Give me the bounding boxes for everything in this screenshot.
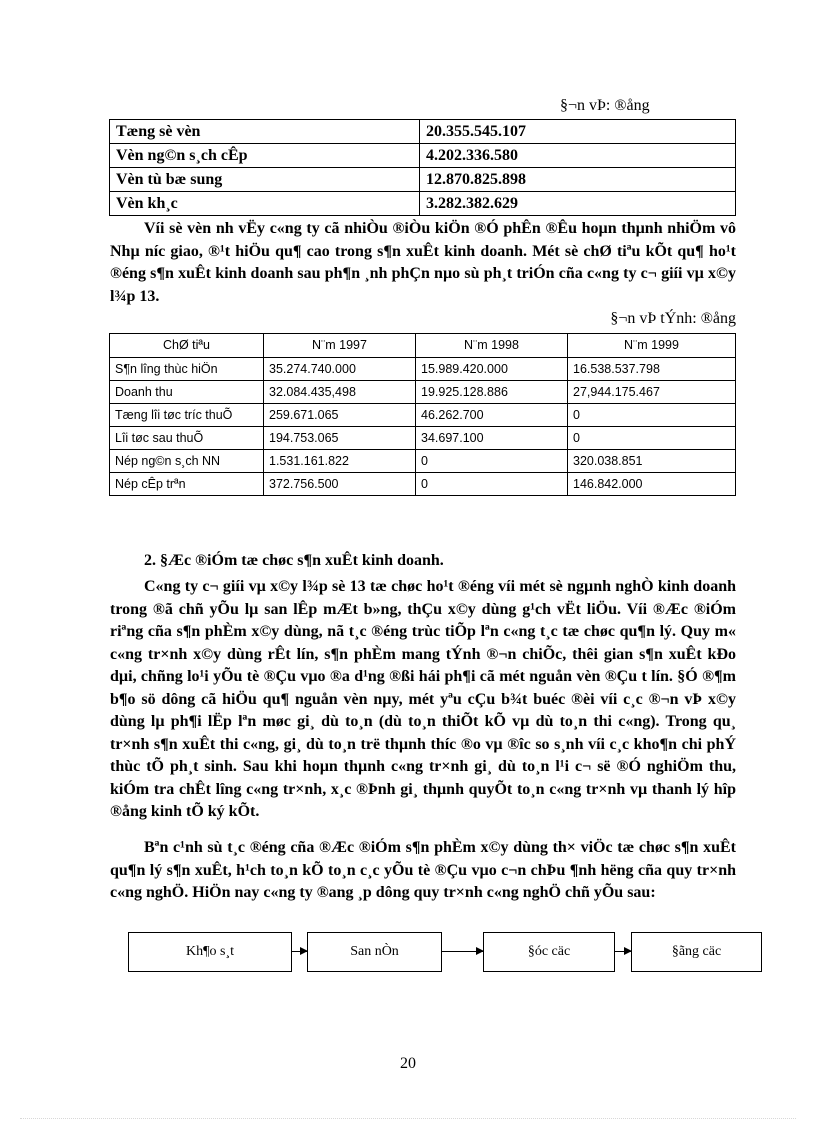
table-row: [110, 358, 736, 381]
table-row: [110, 168, 736, 192]
table-row: [110, 120, 736, 144]
row-label: Doanh thu: [110, 381, 264, 404]
flow-arrow-icon: [441, 951, 483, 952]
table-cell-label: Vèn kh¸c: [110, 192, 420, 216]
cell-1999: 0: [568, 427, 736, 450]
table-cell-label: Vèn ng©n s¸ch cÊp: [110, 144, 420, 168]
row-label: Tæng lîi tøc tríc thuÕ: [110, 404, 264, 427]
unit-label: §¬n vÞ tÝnh: ®ång: [610, 310, 736, 327]
flow-step-driving: [631, 932, 762, 972]
table-row: [110, 404, 736, 427]
page-number: 20: [400, 1055, 416, 1072]
flow-step-label: Kh¶o s¸t: [186, 944, 234, 959]
cell-1999: 16.538.537.798: [568, 358, 736, 381]
cell-1998: 34.697.100: [416, 427, 568, 450]
table-row: [110, 427, 736, 450]
table-cell-label: Tæng sè vèn: [110, 120, 420, 144]
table-row: [110, 192, 736, 216]
row-label: S¶n lîng thùc hiÖn: [110, 358, 264, 381]
cell-1998: 19.925.128.886: [416, 381, 568, 404]
cell-1998: 46.262.700: [416, 404, 568, 427]
table-cell-value: 4.202.336.580: [420, 144, 736, 168]
flow-arrow-icon: [291, 951, 307, 952]
unit-label: §¬n vÞ: ®ång: [560, 97, 650, 114]
header-cell: N¨m 1999: [568, 334, 736, 358]
cell-1998: 0: [416, 450, 568, 473]
row-label: Lîi tøc sau thuÕ: [110, 427, 264, 450]
paragraph-text: Bªn c¹nh sù t¸c ®éng cña ®Æc ®iÓm s¶n phÈm x©y dùng th× viÖc tæ chøc s¶n xuÊt qu¶n lý s¶n xuÊt, h¹ch to¸n kÕ to¸n c¸c yÕu tè ®Çu vµo c¬n chÞu ¶nh hëng cña quy tr×nh c«ng nghÖ. HiÖn nay c«ng ty ®ang ¸p dông quy tr×nh c«ng nghÖ chñ yÕu sau:: [110, 839, 736, 901]
row-label: Nép cÊp trªn: [110, 473, 264, 496]
cell-1998: 15.989.420.000: [416, 358, 568, 381]
capital-table: [109, 119, 736, 216]
header-cell: ChØ tiªu: [110, 334, 264, 358]
results-table: [109, 333, 736, 496]
paragraph-capital: [110, 218, 736, 308]
flow-step-survey: [128, 932, 292, 972]
cell-1999: 320.038.851: [568, 450, 736, 473]
cell-1999: 27,944.175.467: [568, 381, 736, 404]
cell-1998: 0: [416, 473, 568, 496]
flow-step-label: §óc cäc: [527, 944, 571, 959]
flow-arrow-icon: [614, 951, 631, 952]
cell-1997: 35.274.740.000: [264, 358, 416, 381]
table-cell-value: 3.282.382.629: [420, 192, 736, 216]
table-row: [110, 381, 736, 404]
flow-step-label: §ãng cäc: [671, 944, 722, 959]
flow-step-casting: [483, 932, 615, 972]
cell-1999: 0: [568, 404, 736, 427]
cell-1997: 372.756.500: [264, 473, 416, 496]
cell-1997: 32.084.435,498: [264, 381, 416, 404]
header-cell: N¨m 1998: [416, 334, 568, 358]
table-cell-label: Vèn tù bæ sung: [110, 168, 420, 192]
paragraph-process: [110, 837, 736, 905]
cell-1997: 259.671.065: [264, 404, 416, 427]
paragraph-production: [110, 576, 736, 824]
cell-1997: 1.531.161.822: [264, 450, 416, 473]
table-row: [110, 144, 736, 168]
flow-step-leveling: [307, 932, 442, 972]
row-label: Nép ng©n s¸ch NN: [110, 450, 264, 473]
table-row: [110, 450, 736, 473]
table-header-row: [110, 334, 736, 358]
table-row: [110, 473, 736, 496]
paragraph-text: Víi sè vèn nh vËy c«ng ty cã nhiÒu ®iÒu kiÖn ®Ó phÊn ®Êu hoµn thµnh nhiÖm vô Nhµ níc giao, ®¹t hiÖu qu¶ cao trong s¶n xuÊt kinh doanh. Mét sè chØ tiªu kÕt qu¶ ho¹t ®éng s¶n xuÊt kinh doanh sau ph¶n ¸nh phÇn nµo sù ph¸t triÓn cña c«ng ty c¬ giíi vµ x©y l¾p 13.: [110, 220, 736, 305]
paragraph-text: C«ng ty c¬ giíi vµ x©y l¾p sè 13 tæ chøc ho¹t ®éng víi mét sè ngµnh nghÒ kinh doanh trong ®ã chñ yÕu lµ san lÊp mÆt b»ng, thÇu x©y dùng g¹ch vËt liÖu. Víi ®Æc ®iÓm riªng cña s¶n phÈm x©y dùng, nã t¸c ®éng trùc tiÕp lªn c«ng t¸c tæ chøc qu¶n lý. Quy m« c«ng tr×nh x©y dùng rÊt lín, s¶n phÈm mang tÝnh ®¬n chiÕc, thêi gian s¶n xuÊt kÐo dµi, chñng lo¹i yÕu tè ®Çu vµo ®a d¹ng ®ßi hái ph¶i cã mét nguån vèn ®Çu t lín. §Ó ®¶m b¶o sö dông cã hiÖu qu¶ nguån vèn nµy, mét yªu cÇu b¾t buéc ®èi víi c¸c ®¬n vÞ x©y dùng lµ ph¶i lËp lªn møc gi¸ dù to¸n (dù to¸n thiÕt kÕ vµ dù to¸n thi c«ng). Trong qu¸ tr×nh s¶n xuÊt thi c«ng, gi¸ dù to¸n trë thµnh thíc ®o vµ ®îc so s¸nh víi c¸c kho¶n chi phÝ thùc tÕ ph¸t sinh. Sau khi hoµn thµnh c«ng tr×nh gi¸ dù to¸n l¹i c¬ së ®Ó nghiÖm thu, kiÓm tra chÊt lîng c«ng tr×nh, x¸c ®Þnh gi¸ thµnh quyÕt to¸n c«ng tr×nh vµ thanh lý hîp ®ång kinh tÕ ký kÕt.: [110, 578, 736, 820]
flow-step-label: San nÒn: [350, 944, 399, 959]
header-cell: N¨m 1997: [264, 334, 416, 358]
cell-1999: 146.842.000: [568, 473, 736, 496]
section-heading: 2. §Æc ®iÓm tæ chøc s¶n xuÊt kinh doanh.: [144, 552, 444, 569]
footer-divider: [20, 1118, 796, 1119]
cell-1997: 194.753.065: [264, 427, 416, 450]
table-cell-value: 20.355.545.107: [420, 120, 736, 144]
table-cell-value: 12.870.825.898: [420, 168, 736, 192]
